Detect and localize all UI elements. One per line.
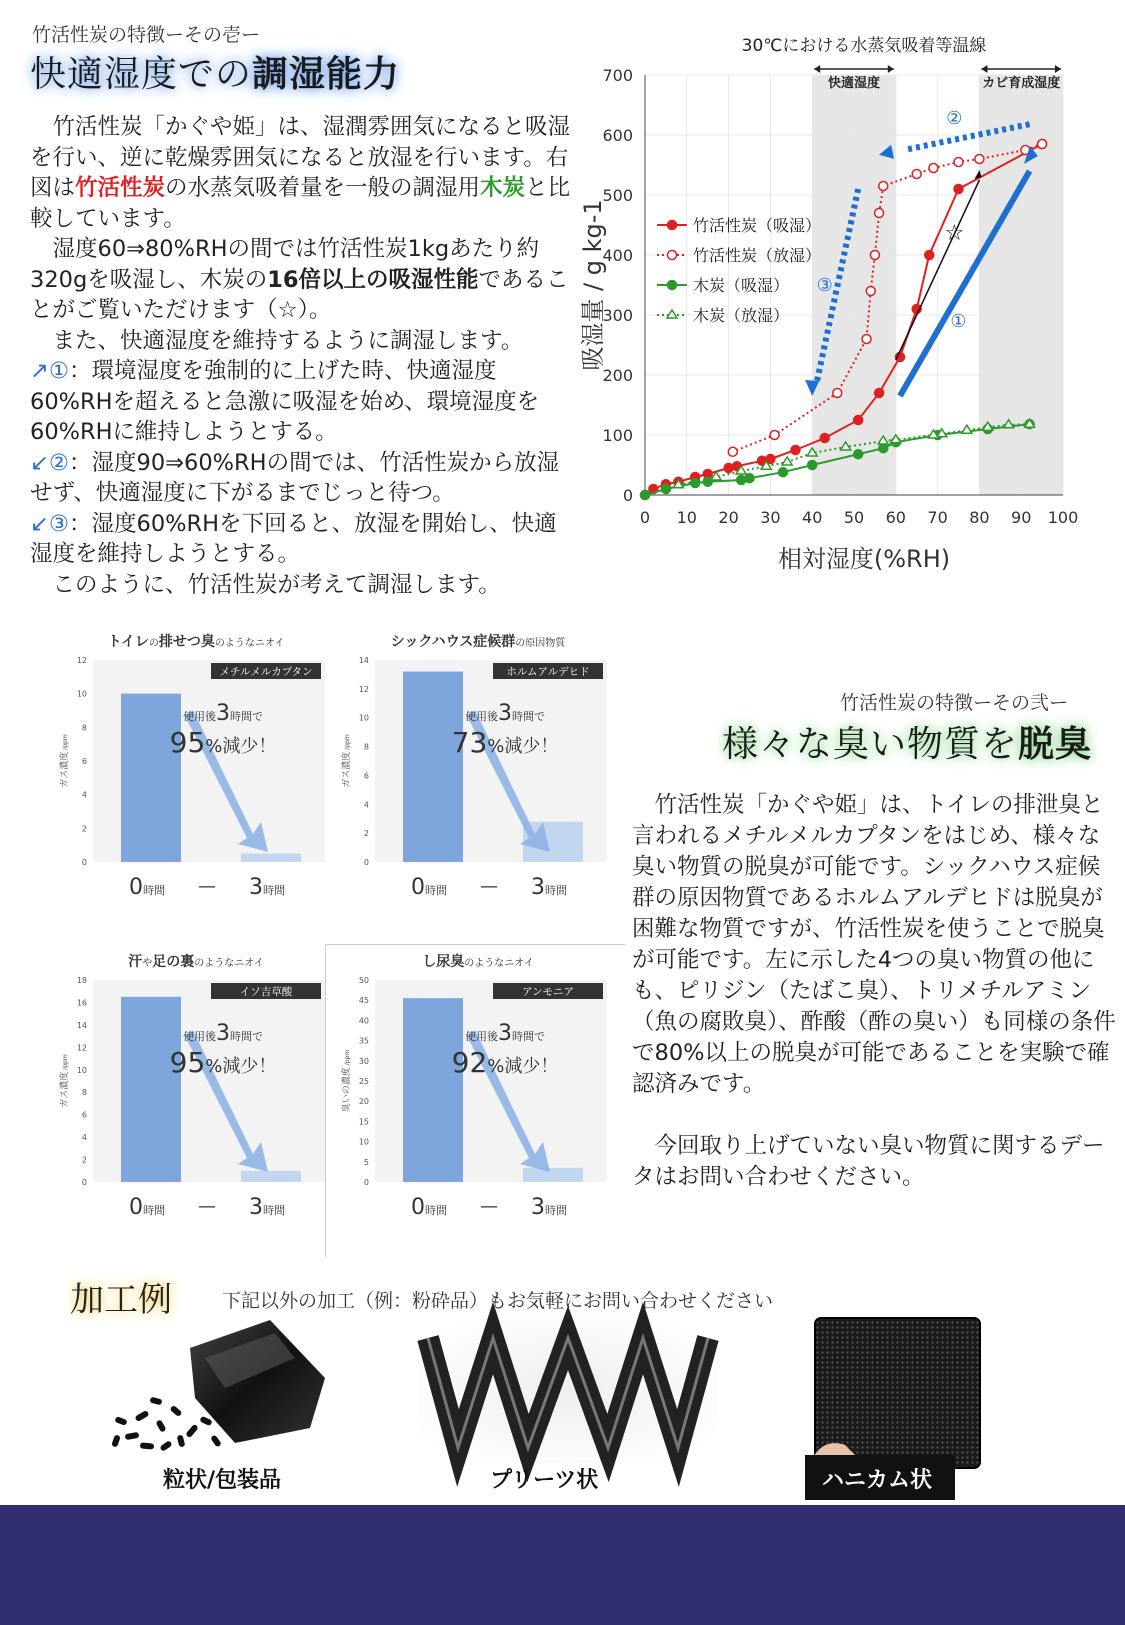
data-point	[833, 389, 842, 398]
isotherm-chart	[579, 25, 1115, 600]
y-tick-label: 12	[76, 656, 87, 665]
y-tick-label: 6	[81, 757, 87, 766]
bar-chart-percent: 73%減少！	[451, 726, 559, 759]
annotation-star: ☆	[944, 221, 965, 246]
y-tick-label: 14	[358, 656, 369, 665]
data-point	[854, 450, 863, 459]
x-tick-label: 80	[969, 508, 990, 527]
data-point	[925, 251, 934, 260]
y-tick-label: 16	[76, 998, 87, 1008]
chart-title: 30℃における水蒸気吸着等温線	[741, 36, 987, 56]
y-tick-label: 10	[358, 713, 369, 723]
data-point	[728, 447, 737, 456]
bar-chart-title: し尿臭のようなニオイ	[422, 954, 534, 970]
data-point	[661, 485, 670, 494]
data-point	[770, 431, 779, 440]
data-point	[724, 464, 733, 473]
paragraph-step1: ↗①：環境湿度を強制的に上げた時、快適湿度60%RHを超えると急激に吸湿を始め、環境湿度を60%RHに維持しようとする。	[30, 358, 540, 445]
y-tick-label: 0	[622, 486, 633, 505]
x-tick-label: 90	[1011, 508, 1032, 527]
y-tick-label: 30	[358, 1056, 369, 1066]
y-tick-label: 4	[81, 1133, 87, 1143]
odor-chart-isovaleric	[55, 950, 337, 1255]
region-bracket-arrow	[888, 65, 894, 73]
legend-label: 木炭（吸湿）	[693, 276, 790, 295]
data-point	[962, 425, 972, 433]
paragraph-contact: 今回取り上げていない臭い物質に関するデータはお問い合わせください。	[632, 1133, 1105, 1190]
y-tick-label: 2	[81, 1155, 87, 1165]
data-point	[875, 389, 884, 398]
legend-label: 木炭（放湿）	[693, 306, 790, 325]
x-tick-label: 70	[927, 508, 948, 527]
bar-chart-note: 使用後3時間で	[183, 701, 263, 726]
y-tick-label: 8	[363, 742, 369, 752]
legend-label: 竹活性炭（吸湿）	[693, 216, 822, 235]
y-tick-label: 500	[602, 186, 633, 205]
data-point	[875, 209, 884, 218]
y-tick-label: 15	[358, 1117, 369, 1127]
y-tick-label: 2	[81, 824, 87, 834]
data-point	[954, 158, 963, 167]
section1-label: 竹活性炭の特徴ーその壱ー	[32, 24, 261, 46]
paragraph-maintain: また、快適湿度を維持するように調湿します。	[52, 327, 524, 354]
section1-title: 快適湿度での調湿能力	[30, 54, 401, 95]
x-arrow-label: —	[480, 1196, 498, 1217]
x-category-label: 0時間	[411, 875, 447, 900]
data-point	[778, 468, 787, 477]
y-tick-label: 0	[363, 1178, 369, 1187]
y-tick-label: 10	[76, 689, 87, 699]
y-tick-label: 40	[358, 1016, 369, 1026]
x-tick-label: 10	[676, 508, 697, 527]
bar-chart-ylabel: ガス濃度 /ppm	[342, 734, 352, 788]
y-tick-label: 600	[602, 126, 633, 145]
region-label: カビ育成湿度	[982, 76, 1061, 91]
region-bracket-arrow	[1055, 65, 1061, 73]
y-tick-label: 0	[81, 1178, 87, 1187]
y-tick-label: 4	[81, 790, 87, 800]
legend-marker	[668, 221, 677, 230]
x-category-label: 0時間	[129, 1195, 165, 1220]
data-point	[1038, 140, 1047, 149]
bar-chart-title: シックハウス症候群の原因物質	[390, 634, 566, 650]
y-tick-label: 100	[602, 426, 633, 445]
bar	[523, 1168, 583, 1182]
bar-chart-title: トイレの排せつ臭のようなニオイ	[107, 634, 285, 650]
x-tick-label: 40	[802, 508, 823, 527]
y-tick-label: 35	[358, 1036, 369, 1046]
arrow-down-left-icon: ↙③	[30, 510, 70, 537]
data-point	[879, 182, 888, 191]
x-arrow-label: —	[198, 1196, 216, 1217]
bar	[121, 997, 181, 1182]
processing-title: 加工例	[70, 1280, 172, 1320]
section1-body	[30, 112, 578, 600]
x-arrow-label: —	[198, 876, 216, 897]
legend-marker	[668, 281, 677, 290]
section2-label: 竹活性炭の特徴ーその弐ー	[840, 692, 1069, 714]
x-tick-label: 30	[760, 508, 781, 527]
y-tick-label: 0	[81, 858, 87, 867]
bar	[241, 1171, 301, 1182]
y-axis-label: 吸湿量 / g kg-1	[579, 199, 607, 371]
odor-chart-methyl	[55, 630, 337, 935]
data-point	[745, 474, 754, 483]
y-tick-label: 8	[81, 723, 87, 733]
bar-chart-note: 使用後3時間で	[465, 1021, 545, 1046]
legend-marker	[668, 251, 677, 260]
annotation-3: ③	[816, 275, 833, 296]
x-category-label: 0時間	[411, 1195, 447, 1220]
bar-chart-percent: 95%減少！	[169, 726, 277, 759]
x-category-label: 3時間	[531, 875, 567, 900]
isotherm-chart-svg	[579, 25, 1115, 600]
bar-chart-badge-label: ホルムアルデヒド	[506, 666, 590, 678]
odor-chart-formaldehyde	[337, 630, 619, 935]
paragraph-performance: 湿度60⇒80%RHの間では竹活性炭1kgあたり約320gを吸湿し、木炭の16倍以上の吸湿性能であることがご覧いただけます（☆）。	[30, 236, 569, 323]
y-tick-label: 6	[81, 1110, 87, 1120]
y-tick-label: 200	[602, 366, 633, 385]
y-tick-label: 6	[363, 771, 369, 781]
paragraph-conclusion: このように、竹活性炭が考えて調湿します。	[52, 571, 501, 598]
y-tick-label: 25	[358, 1077, 369, 1086]
bar-chart-ylabel: ガス濃度 /ppm	[60, 1054, 70, 1108]
legend-label: 竹活性炭（放湿）	[693, 246, 822, 265]
data-point	[782, 457, 792, 465]
footer-bar	[0, 1505, 1125, 1625]
x-category-label: 3時間	[249, 1195, 285, 1220]
bar	[121, 694, 181, 862]
bar-chart-ylabel: 臭いの濃度 /ppm	[342, 1049, 352, 1113]
panel-divider	[325, 945, 326, 1257]
pleated-filter-icon	[418, 1318, 718, 1463]
data-point	[791, 446, 800, 455]
product-label-granular: 粒状/包装品	[163, 1468, 282, 1493]
y-tick-label: 20	[358, 1097, 369, 1107]
x-category-label: 0時間	[129, 875, 165, 900]
data-point	[820, 434, 829, 443]
paragraph-intro: 竹活性炭「かぐや姫」は、湿潤雰囲気になると吸湿を行い、逆に乾燥雰囲気になると放湿を行います。右図は竹活性炭の水蒸気吸着量を一般の調湿用木炭と比較しています。	[30, 114, 571, 232]
section2-body	[632, 790, 1117, 1193]
bar-chart-percent: 92%減少！	[451, 1046, 559, 1079]
panel-divider	[325, 944, 625, 945]
bar-chart-badge-label: アンモニア	[521, 986, 575, 998]
x-tick-label: 20	[718, 508, 739, 527]
x-category-label: 3時間	[531, 1195, 567, 1220]
y-tick-label: 300	[602, 306, 633, 325]
data-point	[866, 287, 875, 296]
bar-chart-ylabel: ガス濃度 /ppm	[60, 734, 70, 788]
data-point	[862, 335, 871, 344]
y-tick-label: 400	[602, 246, 633, 265]
data-point	[912, 170, 921, 179]
paragraph-deodorize: 竹活性炭「かぐや姫」は、トイレの排泄臭と言われるメチルメルカプタンをはじめ、様々な臭い物質の脱臭が可能です。シックハウス症候群の原因物質であるホルムアルデヒドは脱臭が困難な物質ですが、竹活性炭を使うことで脱臭が可能です。左に示した4つの臭い物質の他にも、ピリジン（たばこ臭）、トリメチルアミン（魚の腐敗臭）、酢酸（酢の臭い）も同様の条件で80%以上の脱臭が可能であることを実験で確認済みです。	[632, 792, 1116, 1097]
y-tick-label: 2	[363, 829, 369, 839]
arrow-up-right-icon: ↗①	[30, 358, 70, 384]
annotation-1: ①	[950, 311, 967, 332]
product-label-pleated: プリーツ状	[490, 1468, 599, 1493]
bar-chart-badge-label: イソ吉草酸	[239, 986, 293, 998]
y-tick-label: 10	[358, 1137, 369, 1147]
data-point	[808, 461, 817, 470]
paragraph-step2: ↙②：湿度90⇒60%RHの間では、竹活性炭から放湿せず、快適湿度に下がるまでじっと待つ。	[30, 449, 560, 506]
bar-chart-title: 汗や足の裏のようなニオイ	[128, 954, 264, 970]
region-label: 快適湿度	[827, 76, 881, 91]
y-tick-label: 14	[76, 1020, 87, 1030]
bar-chart-percent: 95%減少！	[169, 1046, 277, 1079]
bar	[403, 998, 463, 1182]
y-tick-label: 12	[76, 1043, 87, 1053]
arrow-down-left-icon: ↙②	[30, 449, 70, 476]
y-tick-label: 18	[76, 976, 87, 985]
data-point	[870, 251, 879, 260]
x-axis-label: 相対湿度(%RH)	[777, 545, 951, 573]
bar-chart-note: 使用後3時間で	[183, 1021, 263, 1046]
x-category-label: 3時間	[249, 875, 285, 900]
y-tick-label: 8	[81, 1088, 87, 1098]
x-tick-label: 100	[1047, 508, 1079, 527]
x-tick-label: 0	[639, 508, 651, 527]
data-point	[879, 444, 888, 453]
data-point	[929, 164, 938, 173]
bar-chart-note: 使用後3時間で	[465, 701, 545, 726]
bar	[403, 672, 463, 862]
y-tick-label: 0	[363, 858, 369, 867]
section2-title: 様々な臭い物質を脱臭	[722, 724, 1093, 765]
region-bracket-arrow	[814, 65, 820, 73]
y-tick-label: 12	[358, 684, 369, 694]
y-tick-label: 4	[363, 800, 369, 810]
data-point	[737, 476, 746, 485]
y-tick-label: 50	[358, 976, 369, 985]
odor-chart-ammonia	[337, 950, 619, 1255]
x-arrow-label: —	[480, 876, 498, 897]
data-point	[975, 155, 984, 164]
paragraph-step3: ↙③：湿度60%RHを下回ると、放湿を開始し、快適湿度を維持しようとする。	[30, 510, 557, 567]
data-point	[954, 185, 963, 194]
granular-carbon-icon	[95, 1318, 345, 1463]
bar-chart-badge-label: メチルメルカプタン	[219, 666, 313, 678]
x-tick-label: 50	[843, 508, 865, 527]
product-label-honeycomb: ハニカム状	[822, 1468, 933, 1493]
y-tick-label: 45	[358, 996, 369, 1006]
x-tick-label: 60	[885, 508, 906, 527]
data-point	[641, 491, 650, 500]
data-point	[854, 416, 863, 425]
y-tick-label: 5	[363, 1157, 369, 1167]
y-tick-label: 10	[76, 1065, 87, 1075]
annotation-2: ②	[946, 108, 963, 130]
region-bracket-arrow	[981, 65, 987, 73]
y-tick-label: 700	[602, 66, 633, 85]
processing-note: 下記以外の加工（例：粉砕品）もお気軽にお問い合わせください	[222, 1290, 774, 1312]
bar	[241, 854, 301, 862]
